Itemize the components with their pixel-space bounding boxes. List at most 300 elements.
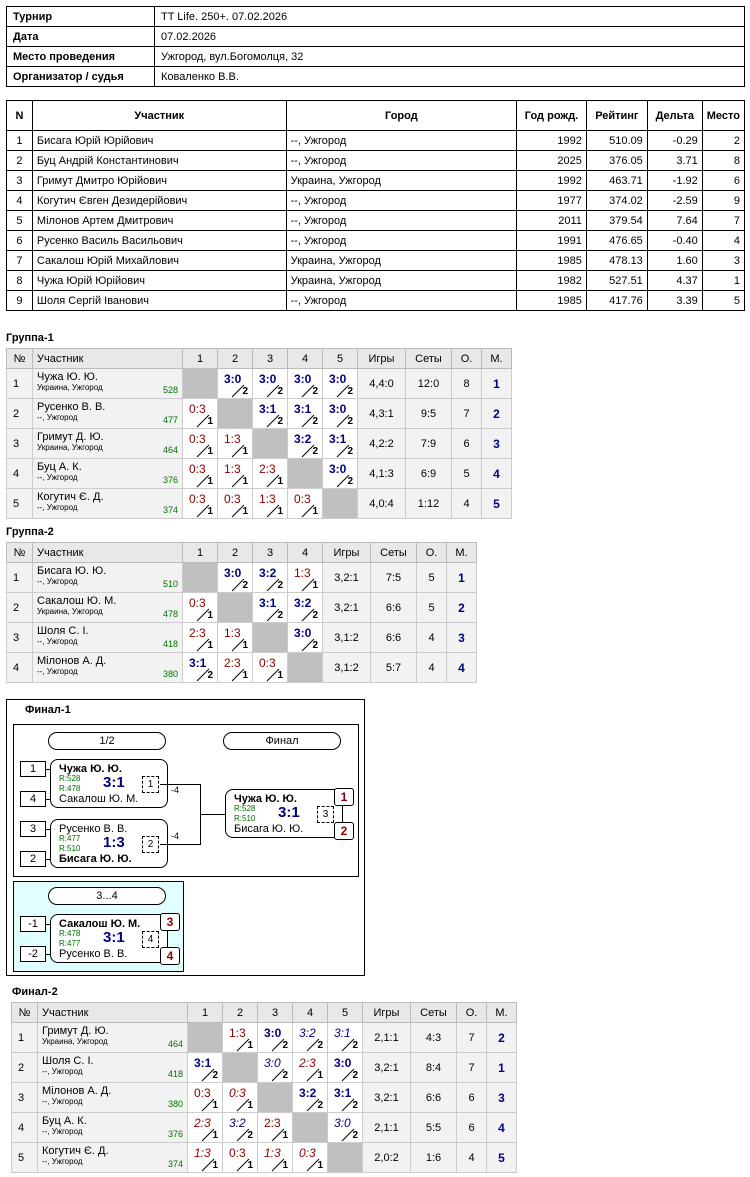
third-seed1: -1 — [20, 916, 46, 932]
sf2-player2: Бисага Ю. Ю. — [59, 853, 132, 865]
third-match-number: 4 — [142, 931, 159, 948]
participant-cell: Буц Андрій Константинович — [32, 151, 286, 171]
match-score: 0:3 — [299, 1146, 316, 1160]
participant-row — [7, 231, 745, 251]
match-score: 3:0 — [329, 402, 347, 416]
games-cell: 4,3:1 — [358, 399, 406, 429]
place-value: 4 — [498, 1120, 505, 1135]
group-1-table — [6, 348, 512, 519]
match-score: 1:3 — [224, 626, 241, 640]
header-opponent: 4 — [293, 1003, 328, 1023]
row-number: 1 — [12, 1023, 38, 1053]
place-value: 1 — [493, 376, 500, 391]
header-opponent: 5 — [323, 349, 358, 369]
match-result-cell[interactable] — [188, 1083, 223, 1113]
match-points: 1 — [277, 670, 283, 681]
match-result-cell[interactable] — [288, 429, 323, 459]
points-cell: 6 — [452, 429, 482, 459]
third-player1: Сакалош Ю. М. — [59, 918, 141, 930]
self-cell — [323, 489, 358, 519]
points-cell: 5 — [417, 563, 447, 593]
points-cell: 6 — [457, 1113, 487, 1143]
participant-cell: 8 — [702, 151, 744, 171]
participant-cell: 510.09 — [586, 131, 647, 151]
match-result-cell[interactable] — [218, 459, 253, 489]
match-result-cell[interactable] — [258, 1023, 293, 1053]
participant-cell: Гримут Дмитро Юрійович — [32, 171, 286, 191]
participant-cell: Шоля Сергій Іванович — [32, 291, 286, 311]
participant-cell: 1982 — [517, 271, 587, 291]
match-result-cell[interactable] — [288, 489, 323, 519]
place-cell — [447, 563, 477, 593]
header-place: М. — [482, 349, 512, 369]
points-cell: 4 — [417, 653, 447, 683]
third-player2: Русенко В. В. — [59, 948, 128, 960]
sf1-seed1: 1 — [20, 761, 46, 777]
group-row — [7, 369, 512, 399]
match-score: 3:2 — [299, 1026, 316, 1040]
player-cell[interactable] — [33, 369, 183, 399]
participant-cell: 1985 — [517, 251, 587, 271]
header-sets: Сеты — [406, 349, 452, 369]
sf2-rating2: R:510 — [59, 844, 81, 853]
sets-cell: 1:12 — [406, 489, 452, 519]
match-points: 2 — [347, 446, 353, 457]
participant-cell: 3 — [702, 251, 744, 271]
points-cell: 8 — [452, 369, 482, 399]
player-rating: 464 — [162, 445, 178, 455]
match-result-cell[interactable] — [183, 623, 218, 653]
place-cell — [482, 399, 512, 429]
info-row — [7, 27, 745, 47]
group-row — [7, 653, 477, 683]
player-cell[interactable] — [33, 399, 183, 429]
match-score: 2:3 — [264, 1116, 281, 1130]
participant-cell: Сакалош Юрій Михайлович — [32, 251, 286, 271]
self-cell — [253, 623, 288, 653]
third-rating1: R:478 — [59, 929, 81, 938]
match-result-cell[interactable] — [183, 429, 218, 459]
final-1-panel — [6, 699, 365, 976]
match-result-cell[interactable] — [288, 623, 323, 653]
group-row — [7, 489, 512, 519]
match-result-cell[interactable] — [218, 489, 253, 519]
third-place-label: 3...4 — [48, 887, 166, 905]
sf2-player1: Русенко В. В. — [59, 823, 128, 835]
match-result-cell[interactable] — [253, 563, 288, 593]
sets-cell: 8:4 — [411, 1053, 457, 1083]
games-cell: 3,1:2 — [323, 653, 371, 683]
row-number: 2 — [12, 1053, 38, 1083]
player-cell[interactable] — [38, 1083, 188, 1113]
match-points: 2 — [312, 416, 318, 427]
player-cell[interactable] — [33, 429, 183, 459]
sf2-seed1: 3 — [20, 821, 46, 837]
match-result-cell[interactable] — [183, 653, 218, 683]
games-cell: 2,0:2 — [363, 1143, 411, 1173]
match-score: 2:3 — [299, 1056, 316, 1070]
match-result-cell[interactable] — [183, 593, 218, 623]
place-value: 3 — [493, 436, 500, 451]
group-row — [7, 399, 512, 429]
match-result-cell[interactable] — [188, 1053, 223, 1083]
match-points: 2 — [282, 1070, 288, 1081]
player-cell[interactable] — [38, 1053, 188, 1083]
sf1-result-note: -4 — [171, 785, 180, 795]
match-result-cell[interactable] — [288, 593, 323, 623]
place-cell — [482, 369, 512, 399]
match-points: 2 — [352, 1130, 358, 1141]
match-score: 0:3 — [194, 1086, 211, 1100]
match-points: 1 — [207, 446, 213, 457]
match-result-cell[interactable] — [293, 1083, 328, 1113]
participant-cell: Когутич Євген Дезидерійович — [32, 191, 286, 211]
match-points: 2 — [277, 610, 283, 621]
match-result-cell[interactable] — [183, 459, 218, 489]
participants-header: Участник — [32, 101, 286, 131]
group-row — [12, 1083, 517, 1113]
match-points: 2 — [347, 476, 353, 487]
player-rating: 380 — [167, 1099, 183, 1109]
info-key: Турнир — [7, 7, 155, 27]
match-result-cell[interactable] — [293, 1023, 328, 1053]
participants-header: Место — [702, 101, 744, 131]
participant-cell: Украина, Ужгород — [286, 171, 517, 191]
participant-cell: -0.29 — [647, 131, 702, 151]
player-city: --, Ужгород — [42, 1127, 83, 1136]
match-result-cell[interactable] — [223, 1113, 258, 1143]
match-points: 1 — [207, 416, 213, 427]
header-games: Игры — [358, 349, 406, 369]
player-cell[interactable] — [33, 593, 183, 623]
tournament-info-table — [6, 6, 745, 87]
group-row — [12, 1023, 517, 1053]
match-points: 1 — [242, 506, 248, 517]
group-1-label: Группа-1 — [6, 332, 54, 344]
match-result-cell[interactable] — [223, 1143, 258, 1173]
row-number: 3 — [7, 429, 33, 459]
match-result-cell[interactable] — [218, 563, 253, 593]
games-cell: 3,1:2 — [323, 623, 371, 653]
player-cell[interactable] — [33, 563, 183, 593]
games-cell: 4,4:0 — [358, 369, 406, 399]
match-points: 1 — [247, 1160, 253, 1171]
points-cell: 7 — [452, 399, 482, 429]
place-value: 2 — [493, 406, 500, 421]
place-cell — [487, 1143, 517, 1173]
place-cell — [482, 489, 512, 519]
match-score: 2:3 — [224, 656, 241, 670]
match-result-cell[interactable] — [253, 489, 288, 519]
match-result-cell[interactable] — [253, 369, 288, 399]
match-result-cell[interactable] — [188, 1113, 223, 1143]
final-place-1: 1 — [334, 788, 354, 806]
match-result-cell[interactable] — [323, 459, 358, 489]
match-result-cell[interactable] — [323, 429, 358, 459]
player-cell[interactable] — [38, 1143, 188, 1173]
sf1-score: 3:1 — [103, 774, 125, 791]
player-name: Гримут Д. Ю. — [42, 1025, 109, 1037]
participant-cell: Украина, Ужгород — [286, 271, 517, 291]
sets-cell: 6:6 — [371, 623, 417, 653]
match-points: 1 — [247, 1100, 253, 1111]
match-result-cell[interactable] — [323, 369, 358, 399]
match-score: 1:3 — [224, 432, 241, 446]
sf2-seed2: 2 — [20, 851, 46, 867]
participant-cell: 7.64 — [647, 211, 702, 231]
participant-row — [7, 251, 745, 271]
match-score: 3:0 — [329, 372, 347, 386]
match-score: 0:3 — [189, 492, 206, 506]
place-cell — [447, 593, 477, 623]
match-score: 3:1 — [334, 1086, 352, 1100]
match-score: 0:3 — [189, 432, 206, 446]
player-name: Шоля С. І. — [42, 1055, 94, 1067]
sf2-match-number: 2 — [142, 836, 159, 853]
player-cell[interactable] — [33, 623, 183, 653]
place-cell — [487, 1083, 517, 1113]
sets-cell: 6:6 — [411, 1083, 457, 1113]
sets-cell: 7:5 — [371, 563, 417, 593]
row-number: 5 — [7, 489, 33, 519]
place-cell — [447, 653, 477, 683]
match-result-cell[interactable] — [328, 1053, 363, 1083]
match-result-cell[interactable] — [258, 1113, 293, 1143]
participant-cell: 9 — [702, 191, 744, 211]
points-cell: 5 — [452, 459, 482, 489]
group-row — [7, 623, 477, 653]
match-points: 2 — [277, 386, 283, 397]
header-place: М. — [447, 543, 477, 563]
player-city: --, Ужгород — [37, 503, 78, 512]
player-cell[interactable] — [33, 653, 183, 683]
place-value: 2 — [498, 1030, 505, 1045]
participant-cell: 476.65 — [586, 231, 647, 251]
match-result-cell[interactable] — [253, 459, 288, 489]
match-result-cell[interactable] — [293, 1053, 328, 1083]
third-rating2: R:477 — [59, 939, 81, 948]
self-cell — [218, 593, 253, 623]
match-score: 1:3 — [264, 1146, 281, 1160]
match-score: 3:0 — [334, 1056, 352, 1070]
points-cell: 5 — [417, 593, 447, 623]
match-result-cell[interactable] — [293, 1143, 328, 1173]
match-score: 3:0 — [264, 1026, 282, 1040]
sf2-result-note: -4 — [171, 831, 180, 841]
player-name: Шоля С. І. — [37, 625, 89, 637]
participant-cell: --, Ужгород — [286, 291, 517, 311]
match-result-cell[interactable] — [223, 1023, 258, 1053]
self-cell — [288, 459, 323, 489]
player-city: --, Ужгород — [37, 413, 78, 422]
games-cell: 4,2:2 — [358, 429, 406, 459]
sets-cell: 12:0 — [406, 369, 452, 399]
player-name: Буц А. К. — [37, 461, 82, 473]
match-score: 3:1 — [329, 432, 347, 446]
player-city: Украина, Ужгород — [37, 607, 103, 616]
participant-cell: --, Ужгород — [286, 151, 517, 171]
info-key: Дата — [7, 27, 155, 47]
match-points: 1 — [277, 506, 283, 517]
match-result-cell[interactable] — [288, 563, 323, 593]
match-score: 0:3 — [189, 596, 206, 610]
participant-cell: Русенко Василь Васильович — [32, 231, 286, 251]
header-n: № — [12, 1003, 38, 1023]
match-points: 1 — [282, 1130, 288, 1141]
group-row — [12, 1053, 517, 1083]
participant-cell: 478.13 — [586, 251, 647, 271]
participant-cell: 1977 — [517, 191, 587, 211]
player-city: --, Ужгород — [37, 473, 78, 482]
player-cell[interactable] — [33, 489, 183, 519]
player-city: --, Ужгород — [42, 1157, 83, 1166]
match-result-cell[interactable] — [328, 1083, 363, 1113]
match-result-cell[interactable] — [253, 399, 288, 429]
participant-cell: 6 — [702, 171, 744, 191]
row-number: 1 — [7, 369, 33, 399]
match-score: 1:3 — [224, 462, 241, 476]
match-result-cell[interactable] — [258, 1053, 293, 1083]
place-cell — [487, 1113, 517, 1143]
final-place-2: 2 — [334, 822, 354, 840]
group-header-row — [7, 349, 512, 369]
player-cell[interactable] — [38, 1023, 188, 1053]
match-score: 3:1 — [259, 402, 277, 416]
participant-cell: 374.02 — [586, 191, 647, 211]
participant-cell: 1991 — [517, 231, 587, 251]
place-cell — [487, 1023, 517, 1053]
match-score: 3:0 — [224, 372, 242, 386]
place-value: 4 — [493, 466, 500, 481]
games-cell: 3,2:1 — [323, 563, 371, 593]
header-player: Участник — [33, 543, 183, 563]
player-city: --, Ужгород — [42, 1097, 83, 1106]
header-player: Участник — [33, 349, 183, 369]
participant-cell: 3 — [7, 171, 33, 191]
match-points: 1 — [242, 446, 248, 457]
match-result-cell[interactable] — [223, 1083, 258, 1113]
sets-cell: 6:6 — [371, 593, 417, 623]
match-result-cell[interactable] — [253, 653, 288, 683]
match-result-cell[interactable] — [288, 399, 323, 429]
match-points: 2 — [352, 1100, 358, 1111]
player-rating: 478 — [162, 609, 178, 619]
sf1-rating1: R:528 — [59, 774, 81, 783]
player-cell[interactable] — [38, 1113, 188, 1143]
participant-cell: 2 — [702, 131, 744, 151]
header-n: № — [7, 349, 33, 369]
player-rating: 418 — [167, 1069, 183, 1079]
player-name: Когутич Є. Д. — [42, 1145, 109, 1157]
self-cell — [288, 653, 323, 683]
match-score: 3:1 — [259, 596, 277, 610]
match-result-cell[interactable] — [328, 1023, 363, 1053]
participants-header: N — [7, 101, 33, 131]
match-score: 3:0 — [294, 626, 312, 640]
points-cell: 6 — [457, 1083, 487, 1113]
header-opponent: 2 — [218, 543, 253, 563]
player-name: Буц А. К. — [42, 1115, 87, 1127]
match-result-cell[interactable] — [258, 1143, 293, 1173]
sf2-score: 1:3 — [103, 834, 125, 851]
row-number: 4 — [12, 1113, 38, 1143]
games-cell: 3,2:1 — [363, 1083, 411, 1113]
header-n: № — [7, 543, 33, 563]
place-value: 2 — [458, 600, 465, 615]
sf1-seed2: 4 — [20, 791, 46, 807]
match-points: 2 — [207, 670, 213, 681]
match-result-cell[interactable] — [253, 593, 288, 623]
final-rating2: R:510 — [234, 814, 256, 823]
player-rating: 510 — [162, 579, 178, 589]
participant-cell: 1992 — [517, 131, 587, 151]
participant-cell: 3.71 — [647, 151, 702, 171]
final-label: Финал — [223, 732, 341, 750]
participant-cell: 3.39 — [647, 291, 702, 311]
match-score: 2:3 — [259, 462, 276, 476]
place-value: 5 — [493, 496, 500, 511]
player-name: Чужа Ю. Ю. — [37, 371, 98, 383]
sets-cell: 7:9 — [406, 429, 452, 459]
participant-cell: 463.71 — [586, 171, 647, 191]
match-score: 3:1 — [189, 656, 207, 670]
row-number: 2 — [7, 593, 33, 623]
self-cell — [253, 429, 288, 459]
match-result-cell[interactable] — [183, 489, 218, 519]
final-match-number: 3 — [317, 806, 334, 823]
self-cell — [293, 1113, 328, 1143]
points-cell: 7 — [457, 1023, 487, 1053]
match-result-cell[interactable] — [188, 1143, 223, 1173]
match-result-cell[interactable] — [183, 399, 218, 429]
sf1-rating2: R:478 — [59, 784, 81, 793]
match-result-cell[interactable] — [218, 623, 253, 653]
header-opponent: 4 — [288, 349, 323, 369]
group-row — [12, 1143, 517, 1173]
sets-cell: 6:9 — [406, 459, 452, 489]
match-result-cell[interactable] — [328, 1113, 363, 1143]
match-score: 3:2 — [294, 432, 312, 446]
match-points: 1 — [207, 610, 213, 621]
match-score: 3:0 — [294, 372, 312, 386]
row-number: 4 — [7, 653, 33, 683]
info-value: 07.02.2026 — [155, 27, 745, 47]
match-points: 1 — [242, 640, 248, 651]
participants-header: Город — [286, 101, 517, 131]
self-cell — [223, 1053, 258, 1083]
match-score: 0:3 — [189, 402, 206, 416]
third-place-3: 3 — [160, 913, 180, 931]
header-opponent: 1 — [183, 543, 218, 563]
info-row — [7, 67, 745, 87]
info-key: Организатор / судья — [7, 67, 155, 87]
match-result-cell[interactable] — [323, 399, 358, 429]
group-2-table — [6, 542, 477, 683]
match-result-cell[interactable] — [288, 369, 323, 399]
match-result-cell[interactable] — [218, 369, 253, 399]
player-cell[interactable] — [33, 459, 183, 489]
match-result-cell[interactable] — [218, 429, 253, 459]
match-points: 2 — [277, 580, 283, 591]
self-cell — [183, 369, 218, 399]
group-row — [7, 459, 512, 489]
match-points: 1 — [212, 1160, 218, 1171]
participant-cell: 8 — [7, 271, 33, 291]
row-number: 5 — [12, 1143, 38, 1173]
match-result-cell[interactable] — [218, 653, 253, 683]
match-points: 2 — [212, 1070, 218, 1081]
match-points: 2 — [312, 386, 318, 397]
